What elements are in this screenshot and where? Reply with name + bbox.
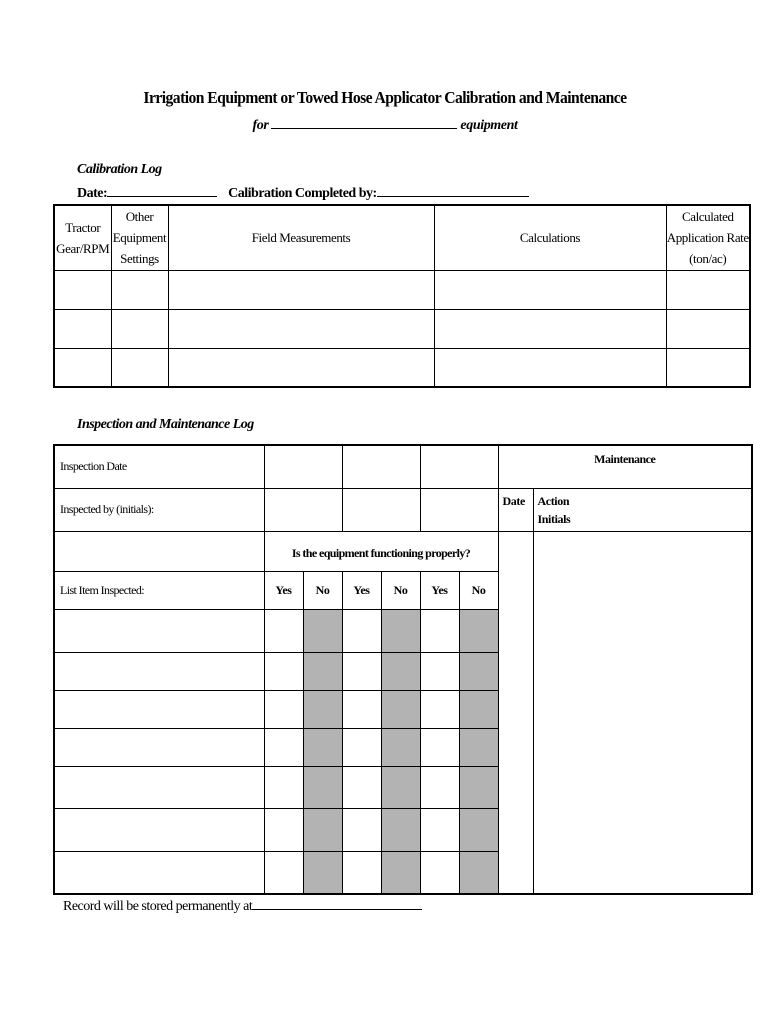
col-other-settings: Other Equipment Settings — [111, 205, 168, 270]
table-row[interactable] — [54, 270, 750, 309]
col-tractor-gear: Tractor Gear/RPM — [54, 205, 111, 270]
col-application-rate: Calculated Application Rate (ton/ac) — [666, 205, 750, 270]
yes-cell[interactable] — [342, 728, 381, 766]
table-cell[interactable] — [168, 309, 434, 348]
yes-cell[interactable] — [264, 851, 303, 894]
maintenance-date-header: Date — [498, 488, 533, 531]
no-cell[interactable] — [303, 728, 342, 766]
no-cell[interactable] — [459, 808, 498, 851]
no-cell[interactable] — [459, 728, 498, 766]
item-cell[interactable] — [54, 728, 264, 766]
table-cell[interactable] — [111, 270, 168, 309]
table-cell[interactable] — [666, 348, 750, 387]
table-cell[interactable] — [111, 309, 168, 348]
yes-cell[interactable] — [420, 728, 459, 766]
no-cell[interactable] — [381, 766, 420, 808]
no-cell[interactable] — [381, 652, 420, 690]
no-header: No — [381, 571, 420, 609]
yes-cell[interactable] — [342, 652, 381, 690]
completed-by-label: Calibration Completed by: — [228, 186, 377, 201]
no-cell[interactable] — [459, 690, 498, 728]
table-cell[interactable] — [666, 309, 750, 348]
table-cell[interactable] — [168, 270, 434, 309]
table-cell[interactable] — [666, 270, 750, 309]
yes-cell[interactable] — [264, 728, 303, 766]
action-label: Action — [537, 493, 570, 508]
item-cell[interactable] — [54, 808, 264, 851]
yes-header: Yes — [342, 571, 381, 609]
record-storage-line — [63, 897, 422, 915]
calibration-header-row — [54, 205, 750, 270]
initials-label: Initials — [537, 511, 571, 526]
no-cell[interactable] — [303, 808, 342, 851]
no-cell[interactable] — [381, 808, 420, 851]
inspection-log-heading: Inspection and Maintenance Log — [77, 417, 254, 432]
yes-cell[interactable] — [342, 690, 381, 728]
inspected-by-cell[interactable] — [420, 488, 498, 531]
no-cell[interactable] — [459, 652, 498, 690]
date-blank[interactable] — [107, 184, 217, 197]
yes-cell[interactable] — [264, 690, 303, 728]
maintenance-header: Maintenance — [498, 445, 752, 488]
yes-cell[interactable] — [264, 766, 303, 808]
inspection-table — [53, 444, 753, 895]
inspected-by-label: Inspected by (initials): — [54, 488, 264, 531]
item-cell[interactable] — [54, 690, 264, 728]
no-header: No — [459, 571, 498, 609]
no-header: No — [303, 571, 342, 609]
table-cell[interactable] — [54, 270, 111, 309]
no-cell[interactable] — [303, 851, 342, 894]
maintenance-action-header — [533, 488, 752, 531]
blank-label-cell — [54, 531, 264, 571]
no-cell[interactable] — [303, 652, 342, 690]
table-cell[interactable] — [434, 348, 666, 387]
table-cell[interactable] — [54, 348, 111, 387]
yes-header: Yes — [264, 571, 303, 609]
no-cell[interactable] — [459, 851, 498, 894]
inspection-date-cell[interactable] — [420, 445, 498, 488]
yes-cell[interactable] — [342, 851, 381, 894]
functioning-question: Is the equipment functioning properly? — [264, 531, 498, 571]
subtitle-suffix: equipment — [460, 118, 518, 133]
yes-cell[interactable] — [342, 808, 381, 851]
record-storage-label: Record will be stored permanently at — [63, 899, 253, 914]
yes-cell[interactable] — [420, 851, 459, 894]
list-item-label: List Item Inspected: — [54, 571, 264, 609]
item-cell[interactable] — [54, 766, 264, 808]
no-cell[interactable] — [303, 609, 342, 652]
col-field-measurements: Field Measurements — [168, 205, 434, 270]
item-cell[interactable] — [54, 851, 264, 894]
yes-cell[interactable] — [420, 690, 459, 728]
table-cell[interactable] — [434, 270, 666, 309]
storage-location-blank[interactable] — [252, 897, 422, 910]
inspection-date-label: Inspection Date — [54, 445, 264, 488]
subtitle-prefix: for — [252, 118, 269, 133]
maintenance-date-column[interactable] — [498, 531, 533, 894]
inspected-by-cell[interactable] — [264, 488, 342, 531]
no-cell[interactable] — [381, 728, 420, 766]
document-title: Irrigation Equipment or Towed Hose Applicator Calibration and Maintenance — [143, 88, 627, 107]
yes-cell[interactable] — [420, 609, 459, 652]
completed-by-blank[interactable] — [377, 184, 529, 197]
yes-cell[interactable] — [420, 766, 459, 808]
table-cell[interactable] — [54, 309, 111, 348]
item-cell[interactable] — [54, 652, 264, 690]
inspected-by-cell[interactable] — [342, 488, 420, 531]
table-cell[interactable] — [111, 348, 168, 387]
col-calculations: Calculations — [434, 205, 666, 270]
yes-header: Yes — [420, 571, 459, 609]
table-cell[interactable] — [168, 348, 434, 387]
calibration-date-line — [77, 184, 529, 202]
no-cell[interactable] — [381, 609, 420, 652]
inspection-date-cell[interactable] — [342, 445, 420, 488]
no-cell[interactable] — [303, 766, 342, 808]
yes-cell[interactable] — [264, 652, 303, 690]
yes-cell[interactable] — [342, 766, 381, 808]
document-subtitle — [0, 116, 770, 134]
yes-cell[interactable] — [420, 652, 459, 690]
equipment-blank[interactable] — [271, 116, 457, 129]
yes-cell[interactable] — [420, 808, 459, 851]
yes-cell[interactable] — [342, 609, 381, 652]
calibration-log-heading: Calibration Log — [77, 162, 162, 177]
no-cell[interactable] — [459, 766, 498, 808]
inspection-date-cell[interactable] — [264, 445, 342, 488]
no-cell[interactable] — [381, 851, 420, 894]
yes-cell[interactable] — [264, 808, 303, 851]
no-cell[interactable] — [303, 690, 342, 728]
item-cell[interactable] — [54, 609, 264, 652]
table-row[interactable] — [54, 309, 750, 348]
no-cell[interactable] — [381, 690, 420, 728]
maintenance-action-column[interactable] — [533, 531, 752, 894]
no-cell[interactable] — [459, 609, 498, 652]
table-row[interactable] — [54, 348, 750, 387]
yes-cell[interactable] — [264, 609, 303, 652]
calibration-table — [53, 204, 751, 388]
table-cell[interactable] — [434, 309, 666, 348]
date-label: Date: — [77, 186, 108, 201]
